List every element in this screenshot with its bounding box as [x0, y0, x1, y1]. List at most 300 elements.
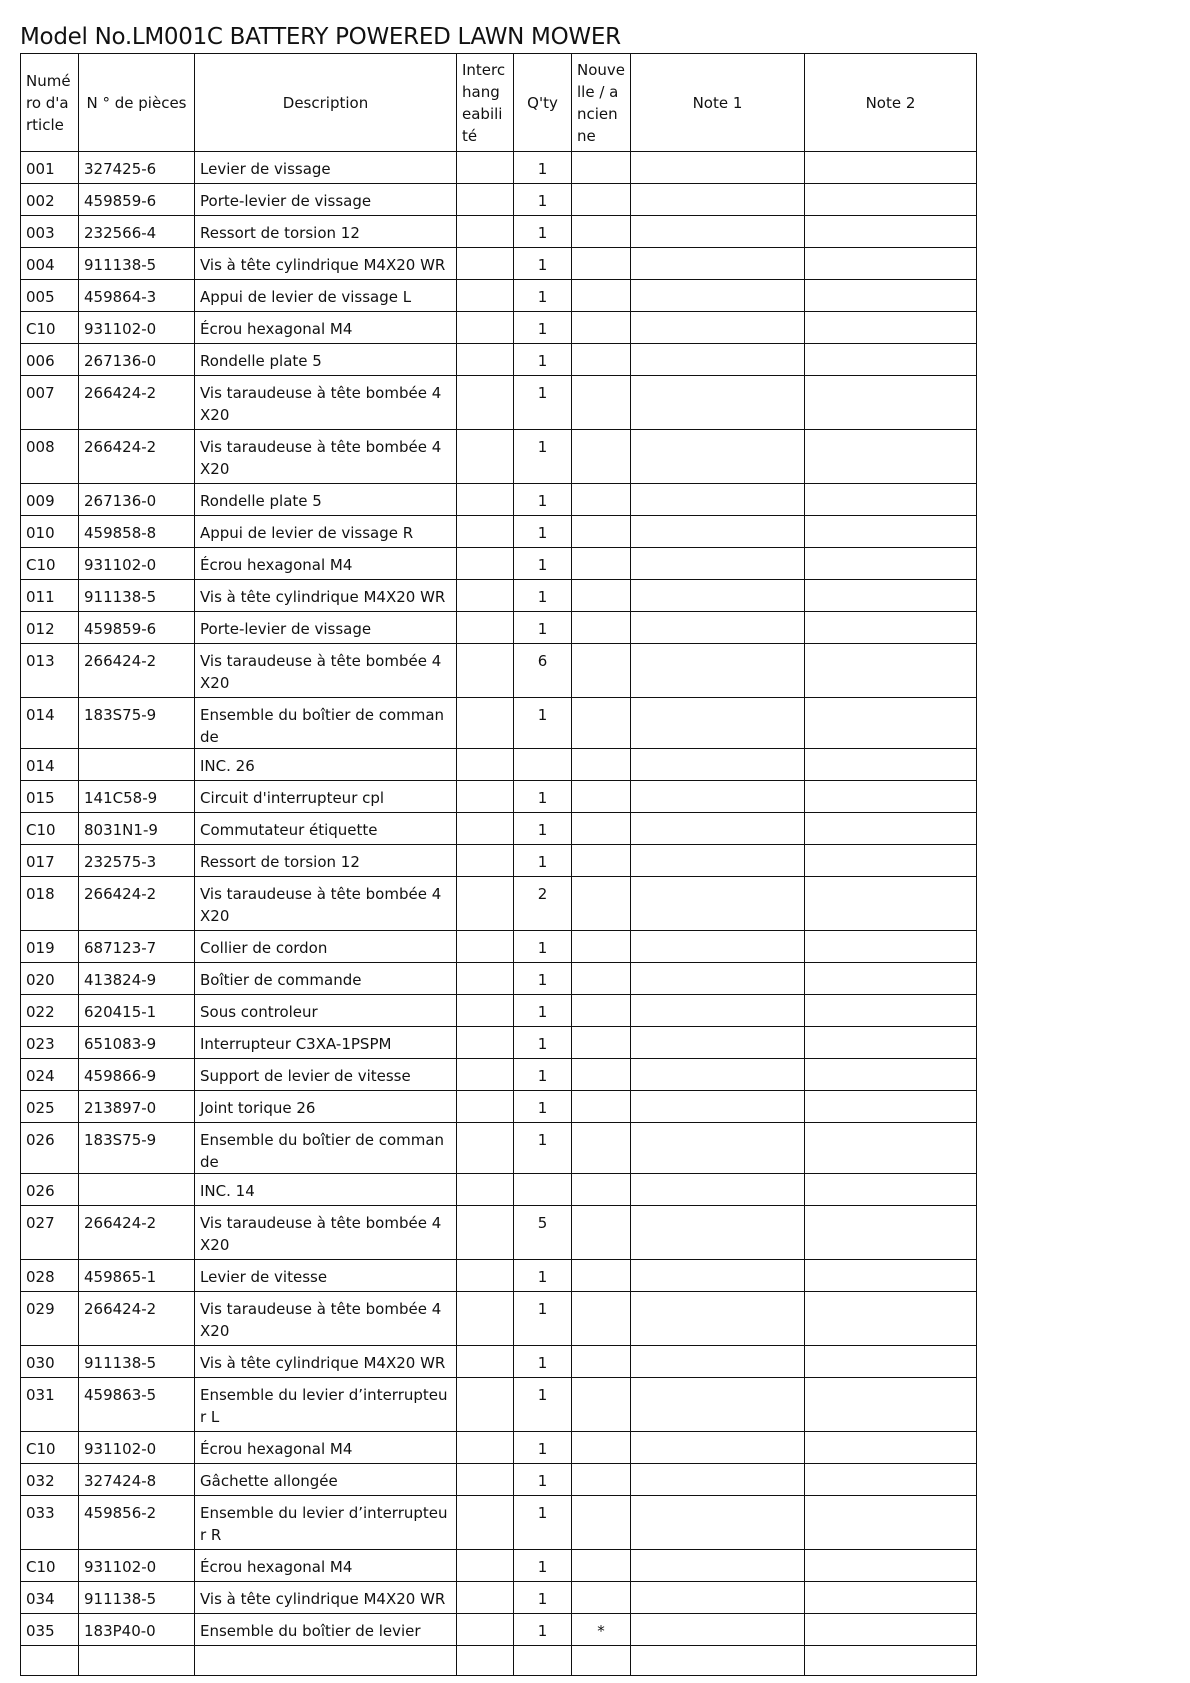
part-number-cell: 266424-2: [79, 644, 195, 698]
note-2-cell: [805, 1646, 977, 1676]
part-number-cell: 232566-4: [79, 216, 195, 248]
part-number-cell: 327424-8: [79, 1464, 195, 1496]
new-old-cell: [572, 1027, 631, 1059]
interchangeability-cell: [457, 644, 514, 698]
part-number-cell: 8031N1-9: [79, 813, 195, 845]
note-1-cell: [631, 698, 805, 749]
col-quantity-header: Q'ty: [514, 54, 572, 152]
article-number-cell: C10: [21, 312, 79, 344]
table-row: [21, 749, 977, 781]
part-number-cell: 687123-7: [79, 931, 195, 963]
interchangeability-cell: [457, 813, 514, 845]
note-1-cell: [631, 995, 805, 1027]
note-1-cell: [631, 1206, 805, 1260]
new-old-cell: [572, 698, 631, 749]
new-old-cell: [572, 516, 631, 548]
interchangeability-cell: [457, 1206, 514, 1260]
interchangeability-cell: [457, 376, 514, 430]
part-number-cell: 651083-9: [79, 1027, 195, 1059]
note-2-cell: [805, 995, 977, 1027]
note-2-cell: [805, 516, 977, 548]
quantity-cell: 1: [514, 931, 572, 963]
article-number-cell: 002: [21, 184, 79, 216]
part-number-cell: 459864-3: [79, 280, 195, 312]
note-1-cell: [631, 1059, 805, 1091]
article-number-cell: [21, 1646, 79, 1676]
table-row: [21, 280, 977, 312]
interchangeability-cell: [457, 216, 514, 248]
description-cell: Vis à tête cylindrique M4X20 WR: [195, 248, 457, 280]
note-1-cell: [631, 548, 805, 580]
article-number-cell: 023: [21, 1027, 79, 1059]
quantity-cell: 1: [514, 1378, 572, 1432]
quantity-cell: 1: [514, 184, 572, 216]
article-number-cell: 017: [21, 845, 79, 877]
note-2-cell: [805, 1059, 977, 1091]
note-1-cell: [631, 749, 805, 781]
note-1-cell: [631, 1550, 805, 1582]
interchangeability-cell: [457, 963, 514, 995]
interchangeability-cell: [457, 548, 514, 580]
new-old-cell: [572, 1292, 631, 1346]
article-number-cell: 006: [21, 344, 79, 376]
description-cell: Vis taraudeuse à tête bombée 4X20: [195, 430, 457, 484]
part-number-cell: 459863-5: [79, 1378, 195, 1432]
description-cell: Ressort de torsion 12: [195, 845, 457, 877]
table-row: [21, 1174, 977, 1206]
note-1-cell: [631, 931, 805, 963]
note-1-cell: [631, 376, 805, 430]
note-2-cell: [805, 931, 977, 963]
description-cell: Écrou hexagonal M4: [195, 312, 457, 344]
table-row: [21, 376, 977, 430]
note-2-cell: [805, 376, 977, 430]
new-old-cell: [572, 1059, 631, 1091]
table-row: [21, 430, 977, 484]
interchangeability-cell: [457, 484, 514, 516]
article-number-cell: 001: [21, 152, 79, 184]
description-cell: Écrou hexagonal M4: [195, 548, 457, 580]
quantity-cell: 1: [514, 1346, 572, 1378]
note-1-cell: [631, 845, 805, 877]
note-2-cell: [805, 1464, 977, 1496]
table-row: [21, 877, 977, 931]
note-1-cell: [631, 1614, 805, 1646]
note-1-cell: [631, 1582, 805, 1614]
interchangeability-cell: [457, 749, 514, 781]
note-2-cell: [805, 1378, 977, 1432]
table-row: [21, 1582, 977, 1614]
note-2-cell: [805, 580, 977, 612]
table-row: [21, 995, 977, 1027]
table-row: [21, 1260, 977, 1292]
quantity-cell: 1: [514, 312, 572, 344]
parts-table: [20, 53, 977, 1676]
quantity-cell: [514, 1646, 572, 1676]
note-2-cell: [805, 1206, 977, 1260]
quantity-cell: 5: [514, 1206, 572, 1260]
quantity-cell: 1: [514, 152, 572, 184]
quantity-cell: 1: [514, 216, 572, 248]
table-row: [21, 216, 977, 248]
article-number-cell: C10: [21, 1432, 79, 1464]
note-1-cell: [631, 1496, 805, 1550]
note-2-cell: [805, 1432, 977, 1464]
note-1-cell: [631, 1292, 805, 1346]
article-number-cell: 004: [21, 248, 79, 280]
interchangeability-cell: [457, 931, 514, 963]
new-old-cell: [572, 963, 631, 995]
new-old-cell: [572, 152, 631, 184]
part-number-cell: 459858-8: [79, 516, 195, 548]
quantity-cell: 1: [514, 813, 572, 845]
new-old-cell: [572, 280, 631, 312]
table-row: [21, 612, 977, 644]
note-2-cell: [805, 430, 977, 484]
col-note-2-header: Note 2: [805, 54, 977, 152]
new-old-cell: [572, 1582, 631, 1614]
new-old-cell: [572, 612, 631, 644]
article-number-cell: 009: [21, 484, 79, 516]
quantity-cell: 1: [514, 1027, 572, 1059]
article-number-cell: 008: [21, 430, 79, 484]
part-number-cell: [79, 749, 195, 781]
quantity-cell: 6: [514, 644, 572, 698]
article-number-cell: 029: [21, 1292, 79, 1346]
quantity-cell: 1: [514, 484, 572, 516]
table-row: [21, 152, 977, 184]
note-2-cell: [805, 1027, 977, 1059]
quantity-cell: 1: [514, 516, 572, 548]
description-cell: Sous controleur: [195, 995, 457, 1027]
table-row: [21, 484, 977, 516]
quantity-cell: [514, 749, 572, 781]
description-cell: Porte-levier de vissage: [195, 612, 457, 644]
table-row: [21, 580, 977, 612]
description-cell: Collier de cordon: [195, 931, 457, 963]
interchangeability-cell: [457, 1614, 514, 1646]
part-number-cell: 911138-5: [79, 1346, 195, 1378]
note-2-cell: [805, 280, 977, 312]
note-1-cell: [631, 484, 805, 516]
table-row: [21, 248, 977, 280]
description-cell: Rondelle plate 5: [195, 344, 457, 376]
description-cell: Vis taraudeuse à tête bombée 4X20: [195, 1292, 457, 1346]
article-number-cell: 033: [21, 1496, 79, 1550]
description-cell: Gâchette allongée: [195, 1464, 457, 1496]
quantity-cell: 1: [514, 1550, 572, 1582]
interchangeability-cell: [457, 995, 514, 1027]
article-number-cell: 024: [21, 1059, 79, 1091]
note-1-cell: [631, 580, 805, 612]
interchangeability-cell: [457, 248, 514, 280]
part-number-cell: 620415-1: [79, 995, 195, 1027]
new-old-cell: [572, 1496, 631, 1550]
part-number-cell: 266424-2: [79, 1206, 195, 1260]
article-number-cell: C10: [21, 548, 79, 580]
new-old-cell: [572, 1550, 631, 1582]
note-2-cell: [805, 781, 977, 813]
description-cell: Vis taraudeuse à tête bombée 4X20: [195, 376, 457, 430]
note-1-cell: [631, 963, 805, 995]
interchangeability-cell: [457, 430, 514, 484]
col-description-header: Description: [195, 54, 457, 152]
description-cell: Écrou hexagonal M4: [195, 1550, 457, 1582]
note-1-cell: [631, 612, 805, 644]
note-1-cell: [631, 1378, 805, 1432]
description-cell: [195, 1646, 457, 1676]
interchangeability-cell: [457, 1378, 514, 1432]
part-number-cell: 911138-5: [79, 248, 195, 280]
quantity-cell: 1: [514, 1614, 572, 1646]
new-old-cell: [572, 877, 631, 931]
description-cell: Joint torique 26: [195, 1091, 457, 1123]
table-row: [21, 1059, 977, 1091]
note-2-cell: [805, 216, 977, 248]
part-number-cell: 459865-1: [79, 1260, 195, 1292]
note-2-cell: [805, 698, 977, 749]
part-number-cell: 183P40-0: [79, 1614, 195, 1646]
description-cell: Rondelle plate 5: [195, 484, 457, 516]
article-number-cell: 022: [21, 995, 79, 1027]
description-cell: Circuit d'interrupteur cpl: [195, 781, 457, 813]
table-row: [21, 781, 977, 813]
table-row: [21, 1496, 977, 1550]
note-1-cell: [631, 184, 805, 216]
col-new-old-header: Nouvelle / ancienne: [572, 54, 631, 152]
note-1-cell: [631, 152, 805, 184]
table-row: [21, 1432, 977, 1464]
note-2-cell: [805, 1123, 977, 1174]
note-1-cell: [631, 1260, 805, 1292]
new-old-cell: [572, 312, 631, 344]
note-1-cell: [631, 781, 805, 813]
article-number-cell: 031: [21, 1378, 79, 1432]
part-number-cell: 213897-0: [79, 1091, 195, 1123]
quantity-cell: 1: [514, 698, 572, 749]
description-cell: Support de levier de vitesse: [195, 1059, 457, 1091]
part-number-cell: 911138-5: [79, 1582, 195, 1614]
col-interchangeability-header: Interchangeabilité: [457, 54, 514, 152]
description-cell: Ensemble du boîtier de levier: [195, 1614, 457, 1646]
new-old-cell: [572, 1174, 631, 1206]
note-1-cell: [631, 280, 805, 312]
note-2-cell: [805, 152, 977, 184]
description-cell: Commutateur étiquette: [195, 813, 457, 845]
description-cell: Ensemble du boîtier de commande: [195, 698, 457, 749]
article-number-cell: 028: [21, 1260, 79, 1292]
new-old-cell: [572, 1260, 631, 1292]
part-number-cell: 266424-2: [79, 376, 195, 430]
note-2-cell: [805, 484, 977, 516]
table-row: [21, 1346, 977, 1378]
part-number-cell: 931102-0: [79, 1432, 195, 1464]
new-old-cell: [572, 931, 631, 963]
quantity-cell: 1: [514, 612, 572, 644]
interchangeability-cell: [457, 1432, 514, 1464]
description-cell: Écrou hexagonal M4: [195, 1432, 457, 1464]
col-article-number-header: Numéro d'article: [21, 54, 79, 152]
quantity-cell: 1: [514, 1432, 572, 1464]
description-cell: Interrupteur C3XA-1PSPM: [195, 1027, 457, 1059]
note-2-cell: [805, 184, 977, 216]
description-cell: Vis à tête cylindrique M4X20 WR: [195, 580, 457, 612]
part-number-cell: 459859-6: [79, 184, 195, 216]
description-cell: Vis taraudeuse à tête bombée 4X20: [195, 877, 457, 931]
note-1-cell: [631, 877, 805, 931]
note-1-cell: [631, 1464, 805, 1496]
description-cell: Ressort de torsion 12: [195, 216, 457, 248]
note-1-cell: [631, 344, 805, 376]
note-1-cell: [631, 430, 805, 484]
table-row: [21, 1378, 977, 1432]
quantity-cell: 1: [514, 1582, 572, 1614]
new-old-cell: [572, 1378, 631, 1432]
article-number-cell: 035: [21, 1614, 79, 1646]
quantity-cell: 1: [514, 580, 572, 612]
new-old-cell: [572, 1091, 631, 1123]
new-old-cell: [572, 1646, 631, 1676]
new-old-cell: [572, 1346, 631, 1378]
table-row: [21, 516, 977, 548]
interchangeability-cell: [457, 516, 514, 548]
quantity-cell: 1: [514, 344, 572, 376]
part-number-cell: [79, 1646, 195, 1676]
new-old-cell: [572, 548, 631, 580]
interchangeability-cell: [457, 1260, 514, 1292]
description-cell: Levier de vissage: [195, 152, 457, 184]
quantity-cell: 1: [514, 430, 572, 484]
new-old-cell: [572, 484, 631, 516]
description-cell: Vis à tête cylindrique M4X20 WR: [195, 1346, 457, 1378]
table-row: [21, 184, 977, 216]
note-2-cell: [805, 1582, 977, 1614]
new-old-cell: [572, 1464, 631, 1496]
quantity-cell: 1: [514, 1464, 572, 1496]
interchangeability-cell: [457, 845, 514, 877]
quantity-cell: 2: [514, 877, 572, 931]
interchangeability-cell: [457, 580, 514, 612]
interchangeability-cell: [457, 1059, 514, 1091]
article-number-cell: 030: [21, 1346, 79, 1378]
description-cell: Ensemble du boîtier de commande: [195, 1123, 457, 1174]
note-1-cell: [631, 813, 805, 845]
description-cell: Appui de levier de vissage L: [195, 280, 457, 312]
interchangeability-cell: [457, 877, 514, 931]
new-old-cell: [572, 184, 631, 216]
note-2-cell: [805, 749, 977, 781]
note-2-cell: [805, 1614, 977, 1646]
table-row: [21, 1292, 977, 1346]
part-number-cell: 266424-2: [79, 430, 195, 484]
part-number-cell: 413824-9: [79, 963, 195, 995]
article-number-cell: 012: [21, 612, 79, 644]
article-number-cell: 014: [21, 698, 79, 749]
note-1-cell: [631, 248, 805, 280]
interchangeability-cell: [457, 152, 514, 184]
part-number-cell: 459859-6: [79, 612, 195, 644]
quantity-cell: 1: [514, 1059, 572, 1091]
part-number-cell: 183S75-9: [79, 698, 195, 749]
interchangeability-cell: [457, 1292, 514, 1346]
article-number-cell: 034: [21, 1582, 79, 1614]
interchangeability-cell: [457, 781, 514, 813]
new-old-cell: [572, 749, 631, 781]
interchangeability-cell: [457, 1027, 514, 1059]
part-number-cell: 266424-2: [79, 1292, 195, 1346]
table-row: [21, 1123, 977, 1174]
interchangeability-cell: [457, 1496, 514, 1550]
article-number-cell: 020: [21, 963, 79, 995]
part-number-cell: 266424-2: [79, 877, 195, 931]
article-number-cell: 027: [21, 1206, 79, 1260]
note-1-cell: [631, 516, 805, 548]
table-row: [21, 1027, 977, 1059]
description-cell: Porte-levier de vissage: [195, 184, 457, 216]
description-cell: Appui de levier de vissage R: [195, 516, 457, 548]
note-1-cell: [631, 216, 805, 248]
article-number-cell: 032: [21, 1464, 79, 1496]
article-number-cell: 005: [21, 280, 79, 312]
note-1-cell: [631, 1346, 805, 1378]
description-cell: Ensemble du levier d’interrupteur L: [195, 1378, 457, 1432]
table-row: [21, 548, 977, 580]
article-number-cell: 014: [21, 749, 79, 781]
interchangeability-cell: [457, 1582, 514, 1614]
interchangeability-cell: [457, 1174, 514, 1206]
article-number-cell: 013: [21, 644, 79, 698]
interchangeability-cell: [457, 184, 514, 216]
table-row: [21, 963, 977, 995]
article-number-cell: 025: [21, 1091, 79, 1123]
table-body: [21, 152, 977, 1676]
note-2-cell: [805, 877, 977, 931]
part-number-cell: 911138-5: [79, 580, 195, 612]
new-old-cell: [572, 580, 631, 612]
part-number-cell: 267136-0: [79, 484, 195, 516]
description-cell: Vis à tête cylindrique M4X20 WR: [195, 1582, 457, 1614]
part-number-cell: 327425-6: [79, 152, 195, 184]
note-2-cell: [805, 644, 977, 698]
note-2-cell: [805, 1550, 977, 1582]
table-header-row: [21, 54, 977, 152]
table-row: [21, 698, 977, 749]
note-1-cell: [631, 1123, 805, 1174]
article-number-cell: 011: [21, 580, 79, 612]
note-1-cell: [631, 644, 805, 698]
table-row: [21, 1614, 977, 1646]
article-number-cell: 015: [21, 781, 79, 813]
table-row: [21, 1464, 977, 1496]
note-2-cell: [805, 344, 977, 376]
interchangeability-cell: [457, 1091, 514, 1123]
quantity-cell: 1: [514, 1292, 572, 1346]
quantity-cell: 1: [514, 995, 572, 1027]
col-part-number-header: N ° de pièces: [79, 54, 195, 152]
article-number-cell: 018: [21, 877, 79, 931]
article-number-cell: 026: [21, 1174, 79, 1206]
part-number-cell: 267136-0: [79, 344, 195, 376]
interchangeability-cell: [457, 612, 514, 644]
note-1-cell: [631, 1646, 805, 1676]
description-cell: Vis taraudeuse à tête bombée 4X20: [195, 644, 457, 698]
interchangeability-cell: [457, 1123, 514, 1174]
table-row: [21, 813, 977, 845]
new-old-cell: [572, 1123, 631, 1174]
interchangeability-cell: [457, 1464, 514, 1496]
note-1-cell: [631, 312, 805, 344]
article-number-cell: 007: [21, 376, 79, 430]
